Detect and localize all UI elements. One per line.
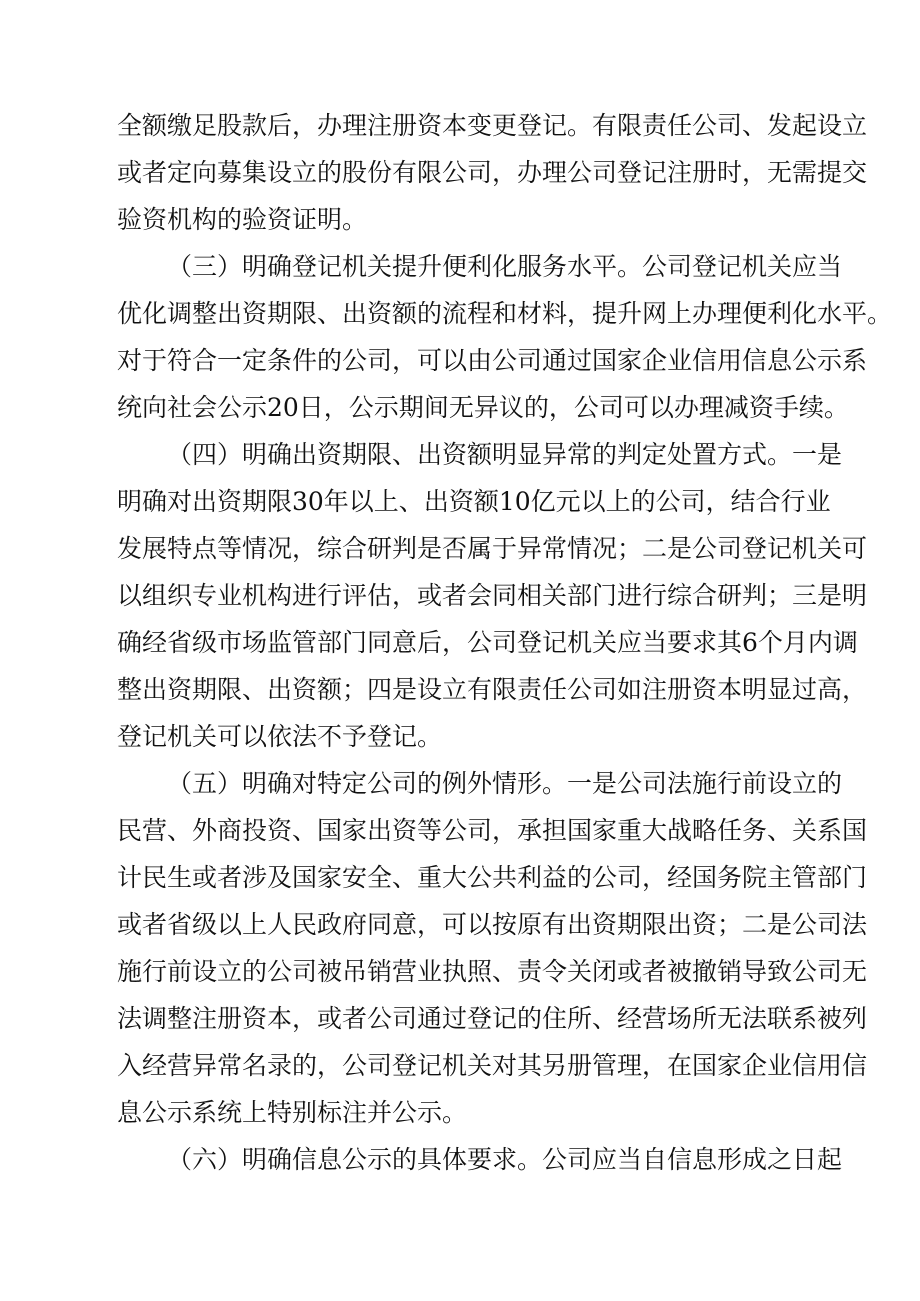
- text-line: 验资机构的验资证明。: [117, 205, 368, 234]
- text-line: 或者定向募集设立的股份有限公司，办理公司登记注册时，无需提交: [117, 158, 868, 187]
- text-line: 或者省级以上人民政府同意，可以按原有出资期限出资；二是公司法: [117, 910, 868, 939]
- text-line: 发展特点等情况，综合研判是否属于异常情况；二是公司登记机关可: [117, 534, 868, 563]
- paragraph-heading-3: （三）明确登记机关提升便利化服务水平。公司登记机关应当: [167, 252, 843, 281]
- text-line: 施行前设立的公司被吊销营业执照、责令关闭或者被撤销导致公司无: [117, 957, 868, 986]
- text-line: 统向社会公示20日，公示期间无异议的，公司可以办理减资手续。: [117, 393, 849, 422]
- text-line: 入经营异常名录的，公司登记机关对其另册管理，在国家企业信用信: [117, 1051, 868, 1080]
- paragraph-heading-4: （四）明确出资期限、出资额明显异常的判定处置方式。一是: [167, 440, 843, 469]
- text-line: 整出资期限、出资额；四是设立有限责任公司如注册资本明显过高，: [117, 675, 868, 704]
- text-line: 息公示系统上特别标注并公示。: [117, 1098, 468, 1127]
- text-line: 登记机关可以依法不予登记。: [117, 722, 443, 751]
- text-line: 优化调整出资期限、出资额的流程和材料，提升网上办理便利化水平。: [117, 299, 893, 328]
- text-line: 确经省级市场监管部门同意后，公司登记机关应当要求其6个月内调: [117, 628, 858, 657]
- paragraph-heading-5: （五）明确对特定公司的例外情形。一是公司法施行前设立的: [167, 769, 843, 798]
- text-line: 以组织专业机构进行评估，或者会同相关部门进行综合研判；三是明: [117, 581, 868, 610]
- text-line: 计民生或者涉及国家安全、重大公共利益的公司，经国务院主管部门: [117, 863, 868, 892]
- text-line: 对于符合一定条件的公司，可以由公司通过国家企业信用信息公示系: [117, 346, 868, 375]
- text-line: 明确对出资期限30年以上、出资额10亿元以上的公司，结合行业: [117, 487, 831, 516]
- text-line: 民营、外商投资、国家出资等公司，承担国家重大战略任务、关系国: [117, 816, 868, 845]
- text-line: 全额缴足股款后，办理注册资本变更登记。有限责任公司、发起设立: [117, 111, 868, 140]
- paragraph-heading-6: （六）明确信息公示的具体要求。公司应当自信息形成之日起: [167, 1145, 843, 1174]
- text-line: 法调整注册资本，或者公司通过登记的住所、经营场所无法联系被列: [117, 1004, 868, 1033]
